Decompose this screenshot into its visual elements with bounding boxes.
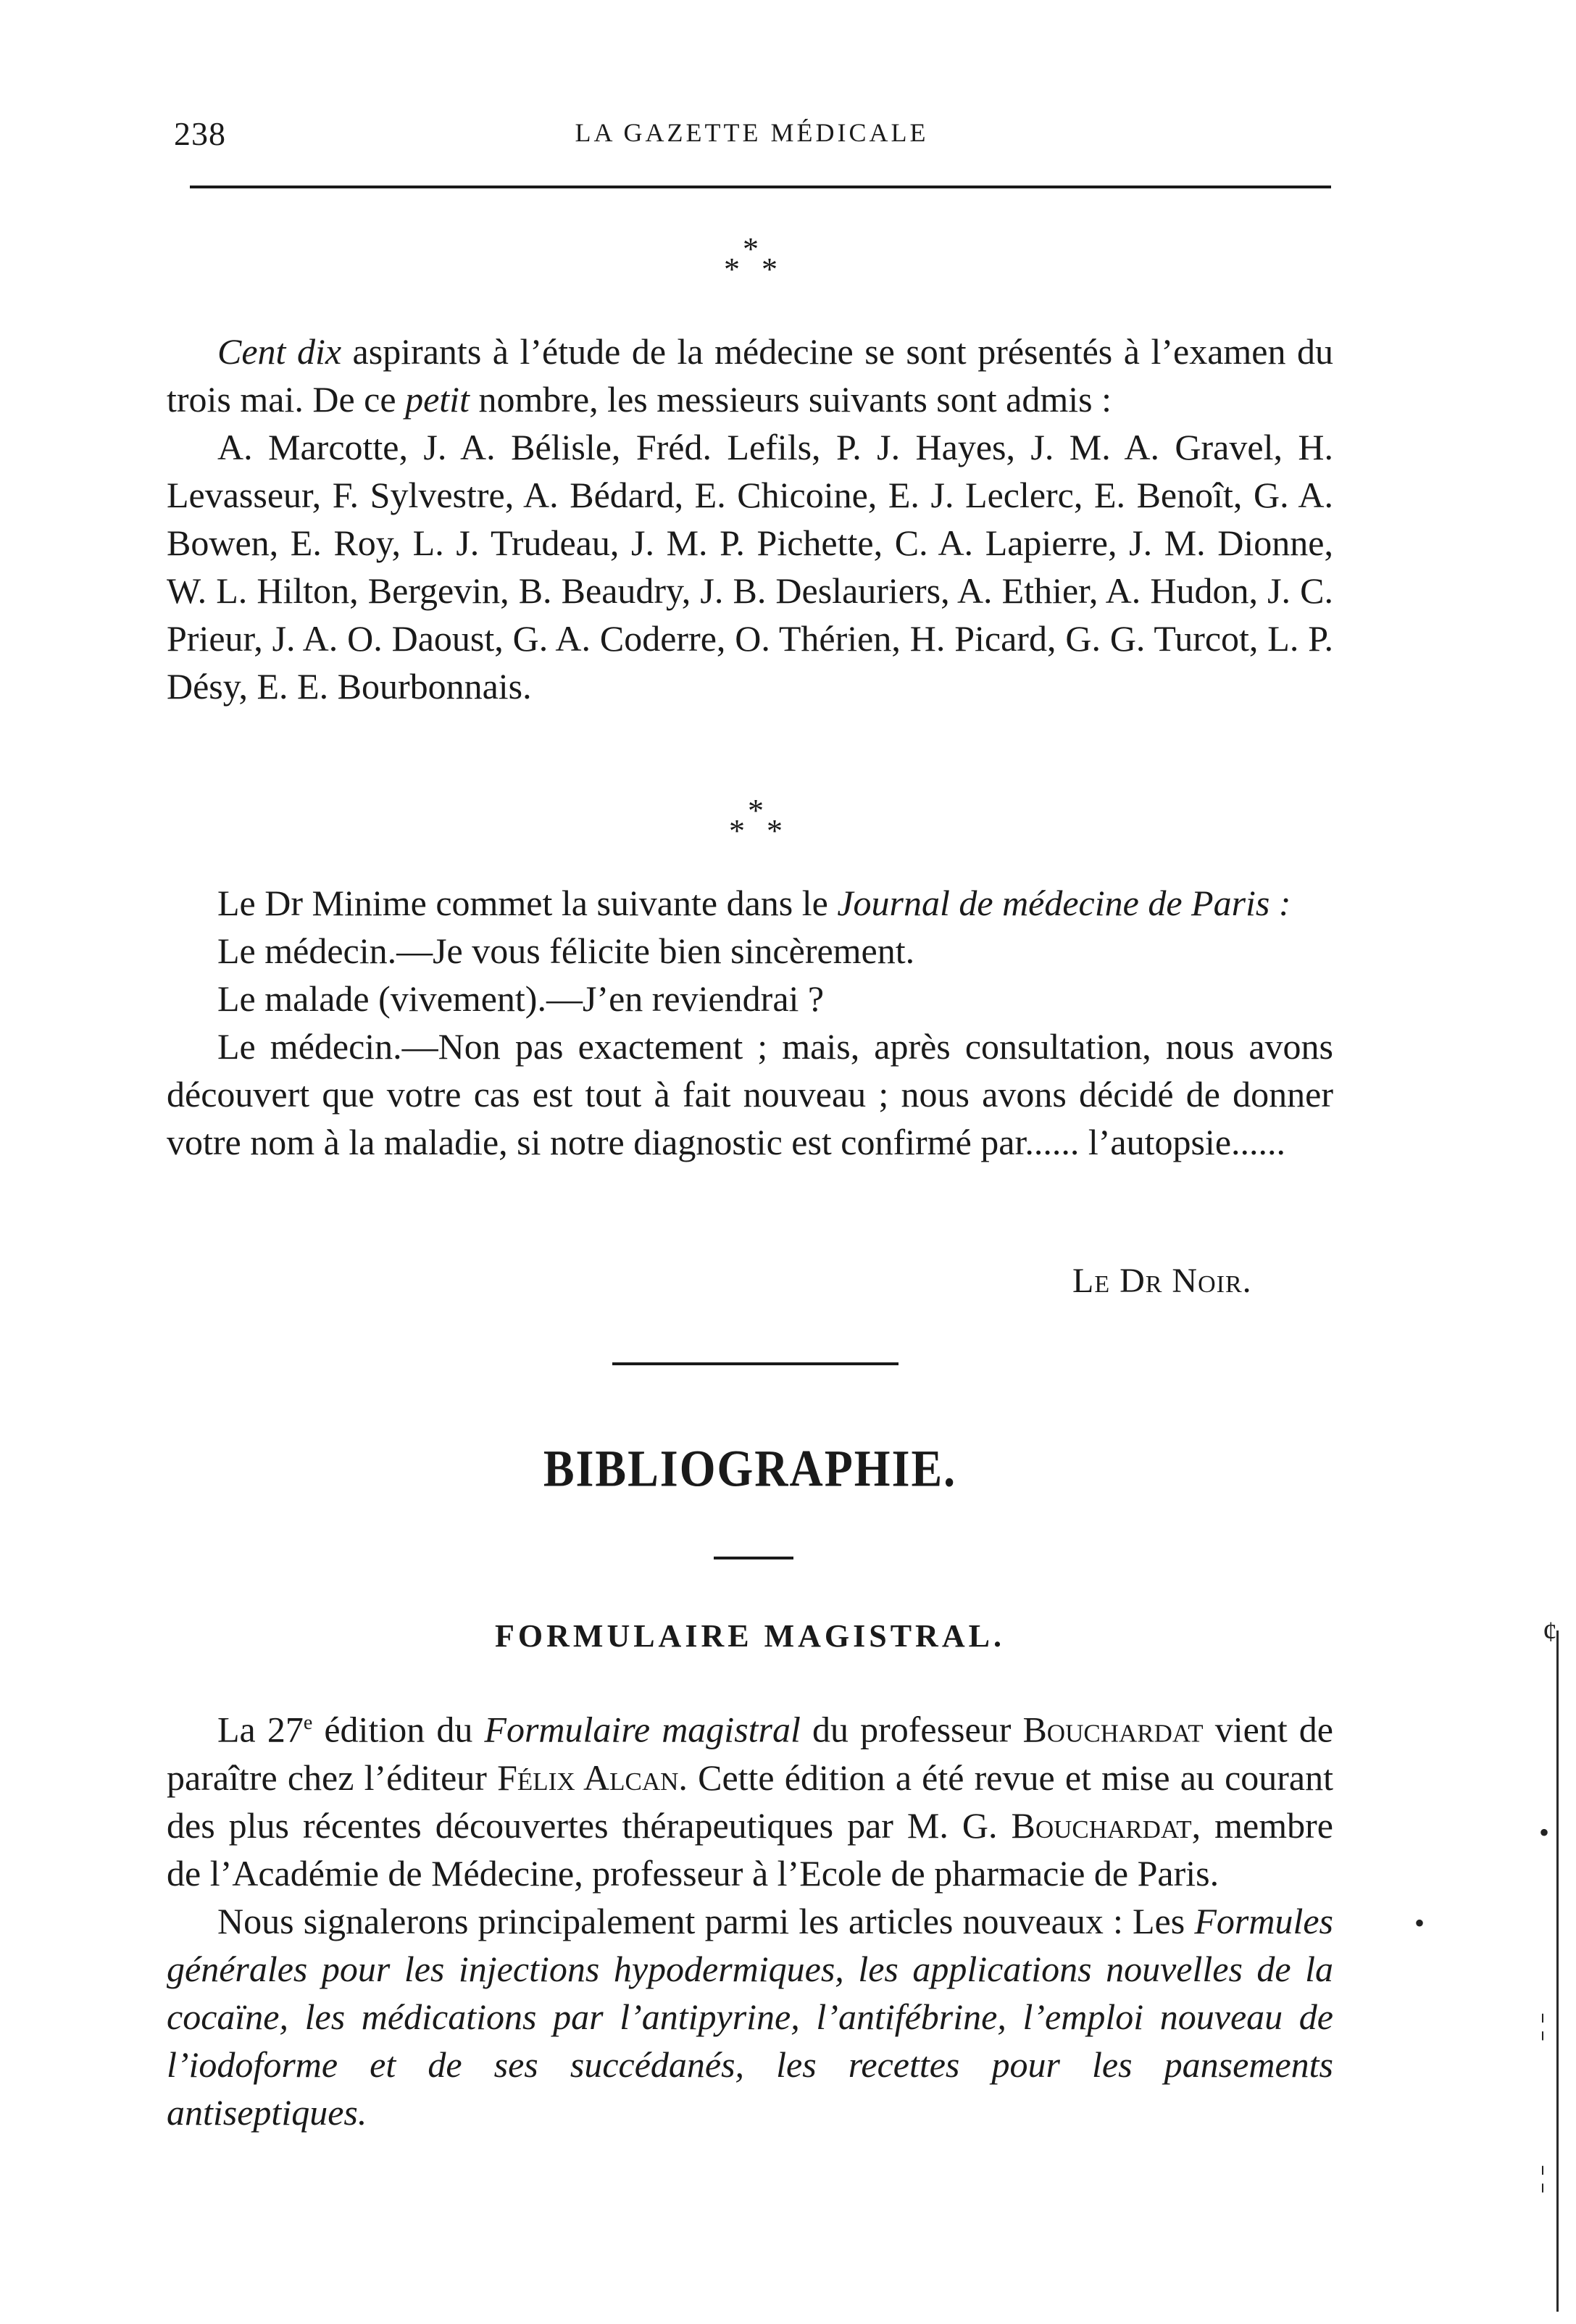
asterism-star: *: [724, 251, 740, 287]
section-divider: [612, 1362, 899, 1365]
bib-text: du professeur: [800, 1709, 1023, 1750]
edition-number: La 27: [217, 1709, 304, 1750]
margin-mark: ¦: [1540, 2008, 1546, 2041]
edition-superscript: e: [303, 1712, 313, 1734]
title-divider: [714, 1557, 793, 1559]
asterism-star: *: [743, 231, 759, 267]
exam-section: [167, 328, 1333, 710]
running-title: LA GAZETTE MÉDICALE: [575, 118, 929, 147]
anecdote-section: [167, 879, 1333, 1166]
page-number: 238: [174, 115, 226, 152]
bibliography-body: [167, 1699, 1333, 2136]
margin-mark: •: [1539, 1816, 1550, 1849]
exam-text-end: nombre, les messieurs suivants sont admis :: [469, 379, 1112, 420]
publisher-name: Félix Alcan: [497, 1757, 679, 1798]
exam-italic-small: petit: [405, 379, 470, 420]
exam-paragraph: [167, 328, 1333, 423]
asterism-1: [714, 233, 801, 291]
dialog-line: Le médecin.—Non pas exactement ; mais, après consultation, nous avons découvert que votre cas est tout à fait nouveau ; nous avons décidé de donner votre nom à la maladie, si notre diagnostic est confirmé par...... l’autopsie......: [167, 1026, 1333, 1162]
bibliography-title: BIBLIOGRAPHIE.: [543, 1439, 957, 1498]
journal-title: Journal de médecine de Paris :: [837, 883, 1291, 923]
author-name: Bouchardat: [1022, 1709, 1204, 1750]
asterism-2: [719, 795, 806, 853]
dialog-line: Le malade (vivement).—J’en reviendrai ?: [217, 978, 825, 1019]
bib-text: édition du: [312, 1709, 485, 1750]
margin-mark: ¦: [1540, 2160, 1546, 2193]
page-header: [174, 107, 1330, 165]
margin-mark: •: [1414, 1907, 1425, 1939]
bib-text: vient de paraître chez l’éditeur: [167, 1709, 1333, 1798]
bibliography-paragraph-1: [167, 1699, 1333, 1897]
header-rule: [190, 186, 1331, 188]
asterism-star: *: [767, 813, 783, 849]
exam-text: aspirants à l’étude de la médecine se sont présentés à l’examen du trois mai. De ce: [167, 331, 1333, 420]
new-articles-list: Formules générales pour les injections hypodermiques, les applications nouvelles de la cocaïne, les médications par l’antipyrine, l’antifébrine, l’emploi nouveau de l’iodoforme et de ses succédanés, les recettes pour les pansements antiseptiques.: [167, 1900, 1333, 2133]
bib-text: . Cette édition a été revue et mise au courant des plus récentes découvertes thérapeutiques par M. G.: [167, 1757, 1333, 1846]
admitted-names-paragraph: A. Marcotte, J. A. Bélisle, Fréd. Lefils, P. J. Hayes, J. M. A. Gravel, H. Levasseur, F. Sylvestre, A. Bédard, E. Chicoine, E. J. Leclerc, E. Benoît, G. A. Bowen, E. Roy, L. J. Trudeau, J. M. P. Pichette, C. A. Lapierre, J. M. Dionne, W. L. Hilton, Bergevin, B. Beaudry, J. B. Deslauriers, A. Ethier, A. Hudon, J. C. Prieur, J. A. O. Daoust, G. A. Coderre, O. Thérien, H. Picard, G. G. Turcot, L. P. Désy, E. E. Bourbonnais.: [167, 427, 1333, 707]
anecdote-intro: [167, 879, 1333, 927]
book-title: Formulaire magistral: [484, 1709, 801, 1750]
anecdote-intro-text: Le Dr Minime commet la suivante dans le: [217, 883, 838, 923]
margin-scan-line: [1556, 1630, 1559, 2312]
asterism-star: *: [729, 813, 745, 849]
asterism-star: *: [762, 251, 777, 287]
bib-text: , membre de l’Académie de Médecine, professeur à l’Ecole de pharmacie de Paris.: [167, 1804, 1333, 1894]
margin-mark: ¢: [1543, 1615, 1557, 1648]
bib-text: Nous signalerons principalement parmi les articles nouveaux : Les: [217, 1900, 1195, 1941]
reviser-name: Bouchardat: [1011, 1804, 1192, 1846]
signature: Le Dr Noir.: [1072, 1262, 1252, 1300]
asterism-star: *: [748, 793, 764, 828]
formulaire-subtitle: FORMULAIRE MAGISTRAL.: [495, 1618, 1005, 1654]
dialog-line: Le médecin.—Je vous félicite bien sincèrement.: [217, 930, 915, 971]
bibliography-paragraph-2: [167, 1897, 1333, 2136]
exam-italic-count: Cent dix: [217, 331, 342, 372]
